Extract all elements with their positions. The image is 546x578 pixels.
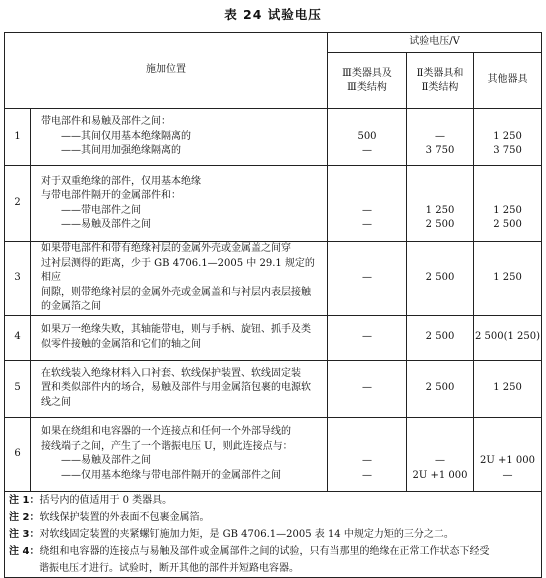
description-line: ——带电部件之间	[61, 204, 141, 216]
description-line: 的金属箔之间	[41, 301, 101, 312]
value-line	[474, 189, 541, 204]
value-class3: —	[328, 315, 407, 360]
note-body: 谐振电压才进行。试验时，断开其他的部件并短路电容器。	[39, 562, 299, 574]
value-line: 2 500	[425, 219, 455, 230]
value-class3	[328, 166, 407, 242]
value-line: —	[362, 469, 372, 481]
description-line: 带电部件和易触及部件之间：	[41, 116, 171, 128]
value-class3: —	[328, 360, 407, 417]
note-label: 注 3：	[9, 528, 40, 540]
value-line	[328, 440, 406, 455]
note-text	[5, 491, 542, 509]
note-label: 注 1：	[9, 494, 40, 506]
description-line: 线之间	[41, 396, 71, 408]
description-line: 如果在绕组和电容器的一个连接点和任何一个外部导线的	[41, 426, 291, 437]
header-class2-line1: Ⅱ类器具和	[416, 67, 464, 79]
row-description	[31, 242, 328, 316]
row-number: 5	[5, 360, 31, 417]
value-line	[474, 175, 541, 190]
note-body: 括号内的值适用于 0 类器具。	[39, 494, 173, 506]
description-line: ——仅用基本绝缘与带电部件隔开的金属部件之间	[61, 469, 281, 481]
header-class3-line1: Ⅲ类器具及	[342, 67, 392, 79]
note-row	[5, 491, 542, 509]
table-row	[5, 109, 542, 166]
value-line	[407, 189, 473, 204]
note-row	[5, 543, 542, 560]
row-description	[31, 360, 328, 417]
note-row	[5, 526, 542, 543]
table-row	[5, 417, 542, 491]
value-other: 2 500(1 250)	[474, 315, 542, 360]
table-title: 表 24 试验电压	[224, 7, 322, 22]
table-row	[5, 242, 542, 316]
description-line: 如果带电部件和带有绝缘衬层的金属外壳或金属盖之间穿	[41, 243, 291, 254]
value-class3: —	[328, 242, 407, 316]
value-class3	[328, 109, 407, 166]
value-line: —	[362, 145, 372, 157]
description-line: 似零件接触的金属箔和它们的轴之间	[41, 338, 201, 350]
value-line	[328, 115, 406, 130]
note-label: 注 4：	[9, 545, 40, 557]
value-line: —	[362, 219, 372, 230]
row-number: 2	[5, 166, 31, 242]
value-class2	[407, 166, 474, 242]
value-line: —	[362, 204, 372, 216]
row-description	[31, 109, 328, 166]
description-line: ——易触及部件之间	[61, 219, 151, 230]
header-class3	[328, 53, 407, 109]
value-line: 500	[357, 130, 377, 142]
value-line: 3 750	[425, 145, 455, 157]
table-row	[5, 166, 542, 242]
value-class2: 2 500	[407, 242, 474, 316]
description-line: 在软线装入绝缘材料入口衬套、软线保护装置、软线固定装	[41, 367, 301, 379]
row-description	[31, 417, 328, 491]
value-line: —	[435, 130, 445, 142]
value-line: 1 250	[425, 204, 455, 216]
header-voltage-group: 试验电压/V	[328, 33, 542, 53]
note-text	[5, 560, 542, 578]
value-line: —	[435, 455, 445, 466]
value-line: 2 500	[493, 219, 522, 230]
value-class3	[328, 417, 407, 491]
note-text	[5, 526, 542, 543]
value-line	[474, 115, 541, 130]
note-row	[5, 509, 542, 526]
value-line	[407, 440, 473, 455]
note-body: 绕组和电容器的连接点与易触及部件或金属部件之间的试验，只有当那里的绝缘在正常工作状态下经受	[39, 545, 490, 557]
value-class2	[407, 417, 474, 491]
description-line: 接线端子之间，产生了一个谐振电压 U，则此连接点与：	[41, 440, 293, 452]
value-line: 1 250	[493, 204, 522, 216]
value-line: —	[502, 469, 513, 481]
value-class2: 2 500	[407, 315, 474, 360]
row-number: 1	[5, 109, 31, 166]
header-class3-line2: Ⅲ类结构	[347, 81, 387, 93]
note-body: 对软线固定装置的夹紧螺钉施加力矩，是 GB 4706.1—2005 表 14 中规定力矩的三分之二。	[39, 528, 454, 540]
description-line: ——其间仅用基本绝缘隔离的	[61, 130, 191, 142]
value-line	[407, 115, 473, 130]
table-row	[5, 315, 542, 360]
value-line	[328, 189, 406, 204]
value-line	[407, 425, 473, 440]
value-other: 1 250	[474, 360, 542, 417]
row-description	[31, 166, 328, 242]
row-number: 6	[5, 417, 31, 491]
value-other	[474, 109, 542, 166]
row-number: 4	[5, 315, 31, 360]
value-line: 1 250	[493, 130, 522, 142]
value-line: —	[362, 455, 372, 466]
note-label: 注 2：	[9, 511, 40, 523]
value-line	[407, 175, 473, 190]
header-class2	[407, 53, 474, 109]
value-line: 2U +1 000	[412, 469, 468, 481]
value-line	[474, 440, 541, 455]
note-row	[5, 560, 542, 578]
description-line: ——其间用加强绝缘隔离的	[61, 145, 181, 157]
note-text	[5, 543, 542, 560]
value-class2: 2 500	[407, 360, 474, 417]
value-line	[328, 425, 406, 440]
note-body: 软线保护装置的外表面不包裹金属箔。	[39, 511, 210, 523]
value-line: 3 750	[493, 145, 522, 157]
value-line	[474, 425, 541, 440]
test-voltage-table	[4, 32, 542, 578]
description-line: 间隙，则带绝缘衬层的金属外壳或金属盖和与衬层内表层接触	[41, 286, 311, 298]
description-line: 与带电部件隔开的金属部件和：	[41, 190, 181, 201]
description-line: 置和类似部件内的场合，易触及部件与用金属箔包裹的电源软	[41, 382, 311, 394]
value-other: 1 250	[474, 242, 542, 316]
description-line: 对于双重绝缘的部件，仅用基本绝缘	[41, 175, 201, 187]
header-other: 其他器具	[474, 53, 542, 109]
value-other	[474, 417, 542, 491]
row-description	[31, 315, 328, 360]
header-location: 施加位置	[5, 33, 328, 109]
value-class2	[407, 109, 474, 166]
description-line: 如果万一绝缘失败，其轴能带电，则与手柄、旋钮、抓手及类	[41, 324, 311, 335]
value-line	[328, 175, 406, 190]
header-class2-line2: Ⅱ类结构	[421, 81, 459, 93]
row-number: 3	[5, 242, 31, 316]
value-line: 2U +1 000	[480, 455, 535, 466]
description-line: 过衬层测得的距离，少于 GB 4706.1—2005 中 29.1 规定的相应	[41, 257, 315, 283]
description-line: ——易触及部件之间	[61, 455, 151, 466]
note-text	[5, 509, 542, 526]
table-row	[5, 360, 542, 417]
value-other	[474, 166, 542, 242]
